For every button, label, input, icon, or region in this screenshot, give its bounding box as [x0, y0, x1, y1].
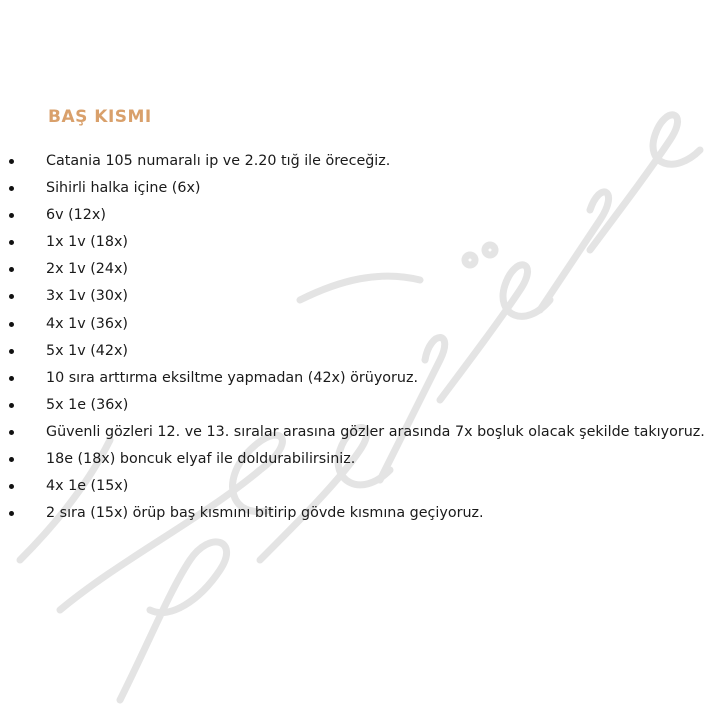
- bullet-icon: [9, 267, 14, 272]
- bullet-icon: [9, 213, 14, 218]
- list-item: [0, 175, 720, 202]
- bullet-icon: [9, 349, 14, 354]
- instruction-list: [0, 148, 720, 527]
- bullet-icon: [9, 403, 14, 408]
- bullet-icon: [9, 322, 14, 327]
- bullet-icon: [9, 294, 14, 299]
- list-item: [0, 283, 720, 310]
- list-item-text: 2 sıra (15x) örüp baş kısmını bitirip gövde kısmına geçiyoruz.: [46, 505, 484, 522]
- list-item: [0, 446, 720, 473]
- bullet-icon: [9, 376, 14, 381]
- bullet-icon: [9, 186, 14, 191]
- bullet-icon: [9, 240, 14, 245]
- list-item-text: 2x 1v (24x): [46, 261, 129, 278]
- section-title: BAŞ KISMI: [48, 107, 152, 127]
- bullet-icon: [9, 457, 14, 462]
- list-item-text: Catania 105 numaralı ip ve 2.20 tığ ile öreceğiz.: [46, 153, 391, 169]
- list-item: [0, 500, 720, 527]
- list-item-text: 4x 1v (36x): [46, 315, 129, 332]
- list-item: [0, 311, 720, 338]
- list-item-text: 18e (18x) boncuk elyaf ile doldurabilirsiniz.: [46, 451, 356, 468]
- list-item-text: 10 sıra arttırma eksiltme yapmadan (42x) örüyoruz.: [46, 369, 419, 386]
- list-item: [0, 256, 720, 283]
- list-item: [0, 419, 720, 446]
- list-item: [0, 365, 720, 392]
- list-item: [0, 202, 720, 229]
- list-item-text: 5x 1v (42x): [46, 342, 129, 359]
- list-item: [0, 473, 720, 500]
- bullet-icon: [9, 430, 14, 435]
- bullet-icon: [9, 484, 14, 489]
- list-item: [0, 229, 720, 256]
- list-item-text: 6v (12x): [46, 207, 106, 224]
- list-item-text: 3x 1v (30x): [46, 288, 129, 305]
- list-item-text: Sihirli halka içine (6x): [46, 180, 201, 197]
- list-item-text: Güvenli gözleri 12. ve 13. sıralar arasına gözler arasında 7x boşluk olacak şekilde takıyoruz.: [46, 423, 705, 440]
- bullet-icon: [9, 511, 14, 516]
- list-item-text: 1x 1v (18x): [46, 234, 129, 251]
- list-item: [0, 148, 720, 175]
- bullet-icon: [9, 159, 14, 164]
- list-item-text: 4x 1e (15x): [46, 478, 129, 495]
- list-item: [0, 338, 720, 365]
- list-item: [0, 392, 720, 419]
- list-item-text: 5x 1e (36x): [46, 396, 129, 413]
